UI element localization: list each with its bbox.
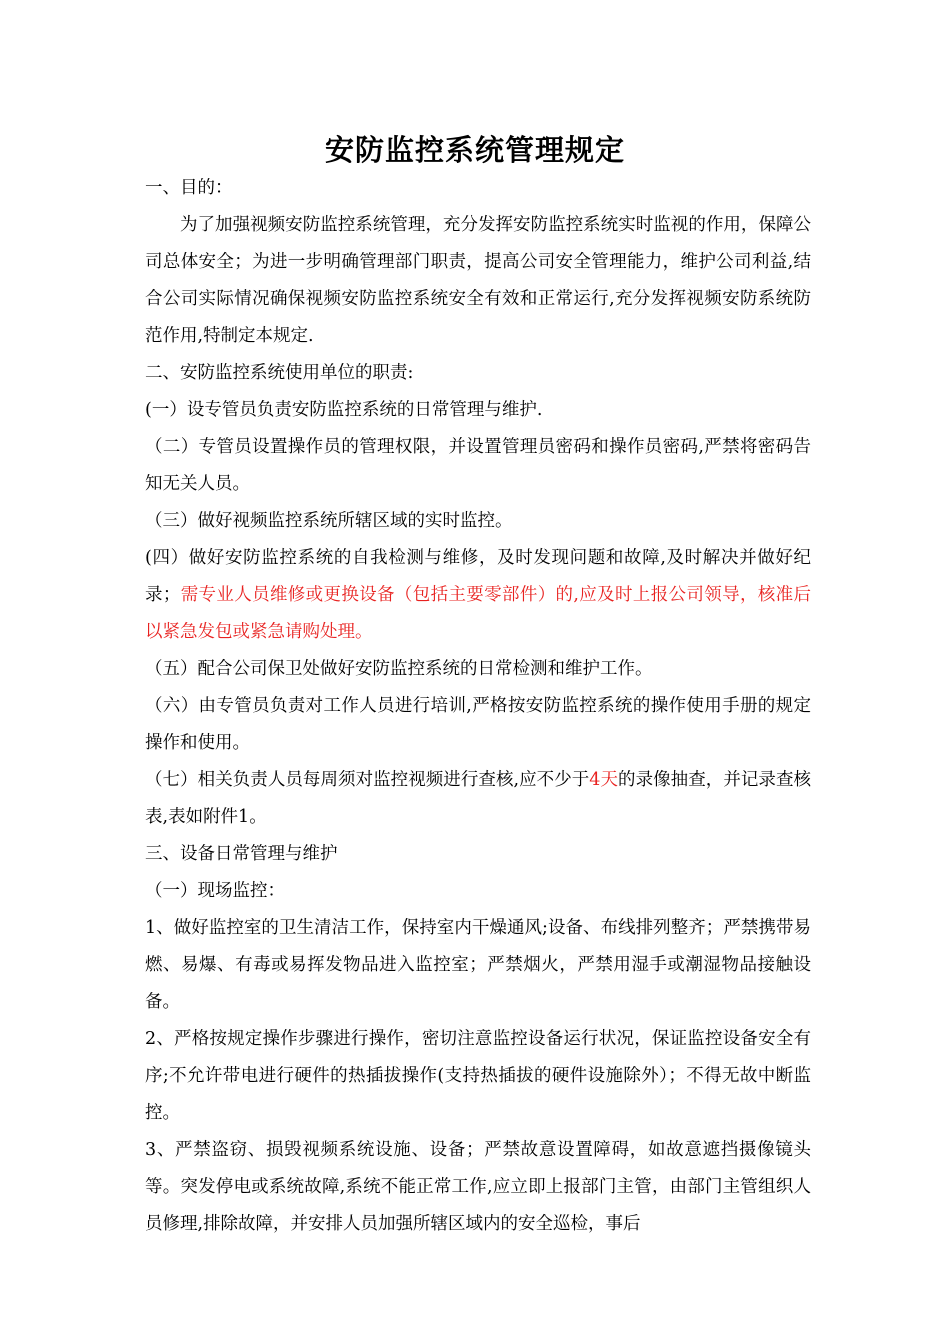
duty-item-5: （五）配合公司保卫处做好安防监控系统的日常检测和维护工作。: [145, 659, 653, 679]
duty-item-7-text-end: 的录像抽查，并记录查核表,表如附件1。: [145, 770, 812, 827]
duty-item-4-highlight: 需专业人员维修或更换设备（包括主要零部件）的,应及时上报公司领导，核准后以紧急发包或紧急请购处理。: [145, 585, 812, 642]
section-heading-maintenance: 三、设备日常管理与维护: [145, 844, 338, 864]
duty-item-4-text: (四）做好安防监控系统的自我检测与维修，及时发现问题和故障,及时解决并做好纪录；: [145, 548, 811, 605]
duty-item-3: （三）做好视频监控系统所辖区域的实时监控。: [145, 511, 513, 531]
duty-item-7: [145, 762, 811, 836]
duty-item-6: （六）由专管员负责对工作人员进行培训,严格按安防监控系统的操作使用手册的规定操作和使用。: [145, 696, 811, 753]
duty-item-4: [145, 540, 811, 651]
rule-item-2: 2、严格按规定操作步骤进行操作，密切注意监控设备运行状况，保证监控设备安全有序;不允许带电进行硬件的热插拔操作(支持热插拔的硬件设施除外）；不得无故中断监控。: [145, 1029, 811, 1123]
section-heading-purpose: 一、目的：: [145, 178, 233, 198]
duty-item-1: (一）设专管员负责安防监控系统的日常管理与维护.: [145, 400, 543, 420]
document-title: 安防监控系统管理规定: [324, 133, 625, 167]
duty-item-2: （二）专管员设置操作员的管理权限，并设置管理员密码和操作员密码,严禁将密码告知无关人员。: [145, 437, 811, 494]
purpose-paragraph: 为了加强视频安防监控系统管理，充分发挥安防监控系统实时监视的作用，保障公司总体安全；为进一步明确管理部门职责，提高公司安全管理能力，维护公司利益,结合公司实际情况确保视频安防监控系统安全有效和正常运行,充分发挥视频安防系统防范作用,特制定本规定.: [145, 215, 811, 346]
subsection-heading-onsite: （一）现场监控：: [145, 881, 285, 901]
duty-item-7-text: （七）相关负责人员每周须对监控视频进行查核,应不少于: [145, 770, 590, 790]
document-body: [145, 170, 811, 1243]
rule-item-1: 1、做好监控室的卫生清洁工作，保持室内干燥通风;设备、布线排列整齐；严禁携带易燃、易爆、有毒或易挥发物品进入监控室；严禁烟火，严禁用湿手或潮湿物品接触设备。: [145, 918, 811, 1012]
section-heading-duties: 二、安防监控系统使用单位的职责:: [145, 363, 414, 383]
rule-item-3: 3、严禁盗窃、损毁视频系统设施、设备；严禁故意设置障碍，如故意遮挡摄像镜头等。突发停电或系统故障,系统不能正常工作,应立即上报部门主管，由部门主管组织人员修理,排除故障，并安排人员加强所辖区域内的安全巡检，事后: [145, 1140, 811, 1234]
duty-item-7-highlight: 4天: [589, 770, 619, 790]
